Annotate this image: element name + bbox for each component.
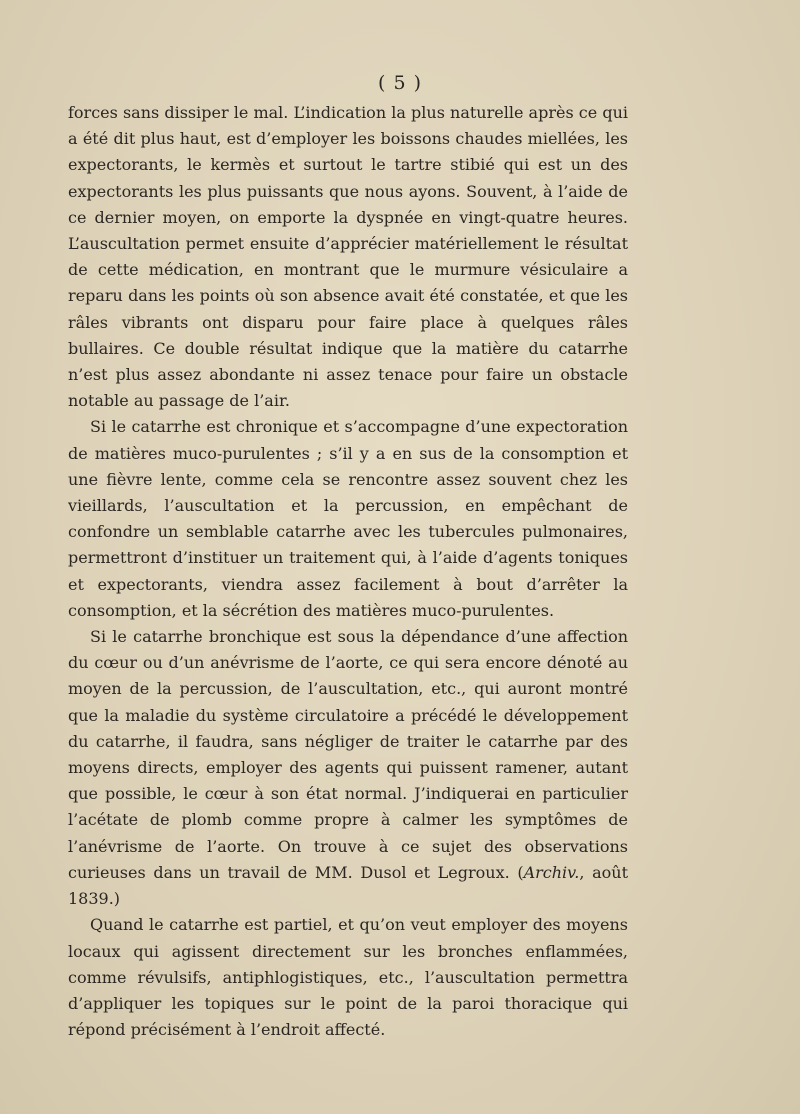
paragraph-3-text: Si le catarrhe bronchique est sous la dépendance d’une affection du cœur ou d’un anévrisme de l’aorte, ce qui sera encore dénoté au moyen de la percussion, de l’auscultation, etc., qui auront montré que la maladie du système circulatoire a précédé le développement du catarrhe, il faudra, sans négliger de traiter le catarrhe par des moyens directs, employer des agents qui puissent ramener, autant que possible, le cœur à son état normal. J’indiquerai en particulier l’acétate de plomb comme propre à calmer les symptômes de l’anévrisme de l’aorte. On trouve à ce sujet des observations curieuses dans un travail de MM. Dusol et Legroux. ( (68, 627, 628, 882)
paragraph-1: forces sans dissiper le mal. L’indication la plus naturelle après ce qui a été dit plus haut, est d’employer les boissons chaudes miellées, les expectorants, le kermès et surtout le tartre stibié qui est un des expectorants les plus puissants que nous ayons. Souvent, à l’aide de ce dernier moyen, on emporte la dyspnée en vingt-quatre heures. L’auscultation permet ensuite d’apprécier matériellement le résultat de cette médication, en montrant que le murmure vésiculaire a reparu dans les points où son absence avait été constatée, et que les râles vibrants ont disparu pour faire place à quelques râles bullaires. Ce double résultat indique que la matière du catarrhe n’est plus assez abondante ni assez tenace pour faire un obstacle notable au passage de l’air. (68, 103, 628, 411)
paragraph-2: Si le catarrhe est chronique et s’accompagne d’une expectoration de matières muco-purulentes ; s’il y a en sus de la consomption et une fièvre lente, comme cela se rencontre assez souvent chez les vieillards, l’auscultation et la percussion, en empêchant de confondre un semblable catarrhe avec les tubercules pulmonaires, permettront d’instituer un traitement qui, à l’aide d’agents toniques et expectorants, viendra assez facilement à bout d’arrêter la consomption, et la sécrétion des matières muco-purulentes. (68, 417, 628, 620)
archiv-citation: Archiv. (523, 862, 580, 882)
paragraph-3-citation-date: , août 1839.) (68, 862, 628, 909)
paragraph-3 (68, 624, 628, 912)
paragraph-4: Quand le catarrhe est partiel, et qu’on veut employer des moyens locaux qui agissent directement sur les bronches enflammées, comme révulsifs, antiphlogistiques, etc., l’auscultation permettra d’appliquer les topiques sur le point de la paroi thoracique qui répond précisément à l’endroit affecté. (68, 915, 628, 1040)
body-text (68, 100, 628, 1043)
page-number: ( 5 ) (378, 72, 422, 94)
